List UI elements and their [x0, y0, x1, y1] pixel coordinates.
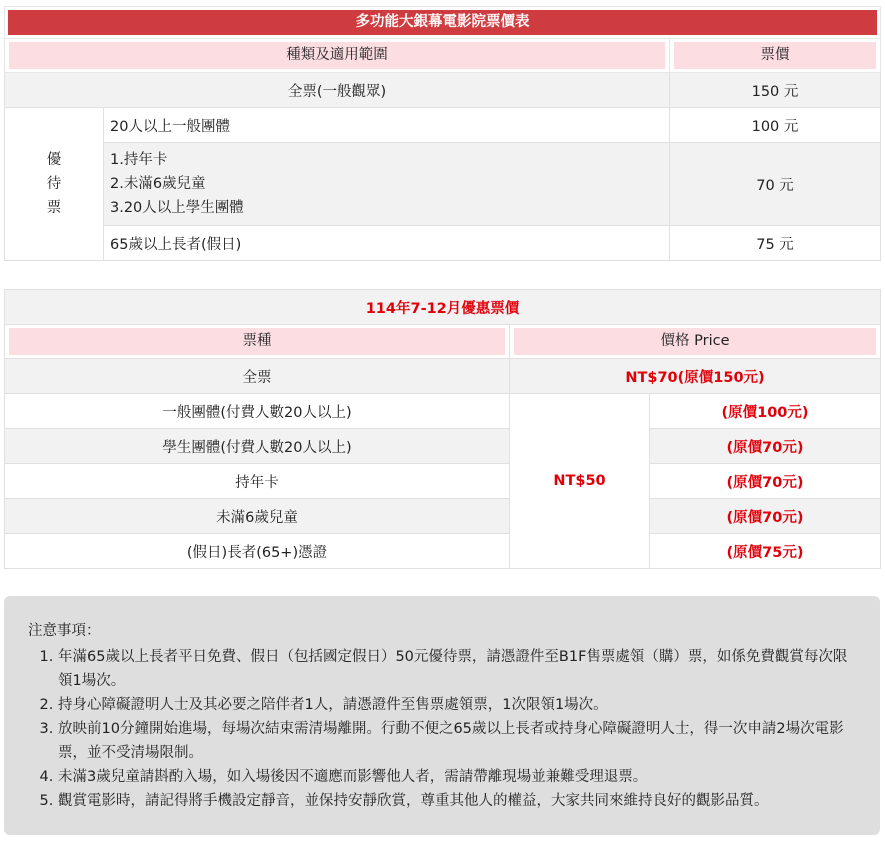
- header-category: 種類及適用範圍: [9, 42, 665, 69]
- discount-line: 2.未滿6歲兒童: [110, 176, 206, 192]
- discount-row-senior-label: 65歲以上長者(假日): [104, 226, 670, 261]
- price-table-title: 多功能大銀幕電影院票價表: [8, 10, 877, 35]
- discount-row-group-price: 100 元: [670, 108, 881, 143]
- discount-ticket-label: [5, 108, 104, 261]
- discount-label-char: 票: [46, 200, 62, 216]
- notes-box: [4, 596, 880, 835]
- promo-row-original: (原價100元): [650, 394, 881, 429]
- header-price: 票價: [674, 42, 876, 69]
- promo-row-original: (原價70元): [650, 499, 881, 534]
- promo-full-ticket-price: NT$70(原價150元): [510, 359, 881, 394]
- promo-row-original: (原價70元): [650, 429, 881, 464]
- discount-row-multi-price: 70 元: [670, 143, 881, 226]
- notes-title: 注意事項：: [28, 623, 101, 639]
- promo-full-ticket-label: 全票: [5, 359, 510, 394]
- discount-line: 3.20人以上學生團體: [110, 200, 244, 216]
- notes-list: [28, 645, 860, 813]
- promo-table-title: 114年7-12月優惠票價: [5, 290, 881, 325]
- promo-row-original: (原價75元): [650, 534, 881, 569]
- discount-label-char: 優: [46, 152, 62, 168]
- note-item: 1. 年滿65歲以上長者平日免費、假日（包括國定假日）50元優待票，請憑證件至B1F售票處領（購）票，如係免費觀賞每次限領1場次。: [58, 645, 860, 693]
- note-item: 3. 放映前10分鐘開始進場，每場次結束需清場離開。行動不便之65歲以上長者或持身心障礙證明人士，得一次申請2場次電影票，並不受清場限制。: [58, 717, 860, 765]
- note-item: 4. 未滿3歲兒童請斟酌入場，如入場後因不適應而影響他人者，需請帶離現場並兼難受理退票。: [58, 765, 860, 789]
- full-ticket-label: 全票(一般觀眾): [5, 73, 670, 108]
- promo-row-label: 學生團體(付費人數20人以上): [5, 429, 510, 464]
- note-item: 5. 觀賞電影時，請記得將手機設定靜音，並保持安靜欣賞，尊重其他人的權益，大家共同來維持良好的觀影品質。: [58, 789, 860, 813]
- discount-row-senior-price: 75 元: [670, 226, 881, 261]
- discount-line: 1.持年卡: [110, 152, 168, 168]
- promo-row-label: 持年卡: [5, 464, 510, 499]
- header-price-cell: [670, 39, 881, 73]
- header-category-cell: [5, 39, 670, 73]
- promo-row-label: (假日)長者(65+)憑證: [5, 534, 510, 569]
- promo-row-label: 一般團體(付費人數20人以上): [5, 394, 510, 429]
- promo-header-price: 價格 Price: [514, 328, 876, 355]
- promo-row-label: 未滿6歲兒童: [5, 499, 510, 534]
- promo-header-price-cell: [510, 325, 881, 359]
- note-item: 2. 持身心障礙證明人士及其必要之陪伴者1人，請憑證件至售票處領票，1次限領1場次。: [58, 693, 860, 717]
- discount-label-char: 待: [46, 176, 62, 192]
- promo-header-type: 票種: [9, 328, 505, 355]
- price-table-title-cell: [5, 7, 881, 39]
- promo-row-original: (原價70元): [650, 464, 881, 499]
- full-ticket-price: 150 元: [670, 73, 881, 108]
- promo-price-table: [4, 289, 881, 569]
- promo-header-type-cell: [5, 325, 510, 359]
- promo-shared-price: NT$50: [510, 394, 650, 569]
- ticket-price-table: [4, 6, 881, 261]
- discount-row-multi-label: [104, 143, 670, 226]
- discount-row-group-label: 20人以上一般團體: [104, 108, 670, 143]
